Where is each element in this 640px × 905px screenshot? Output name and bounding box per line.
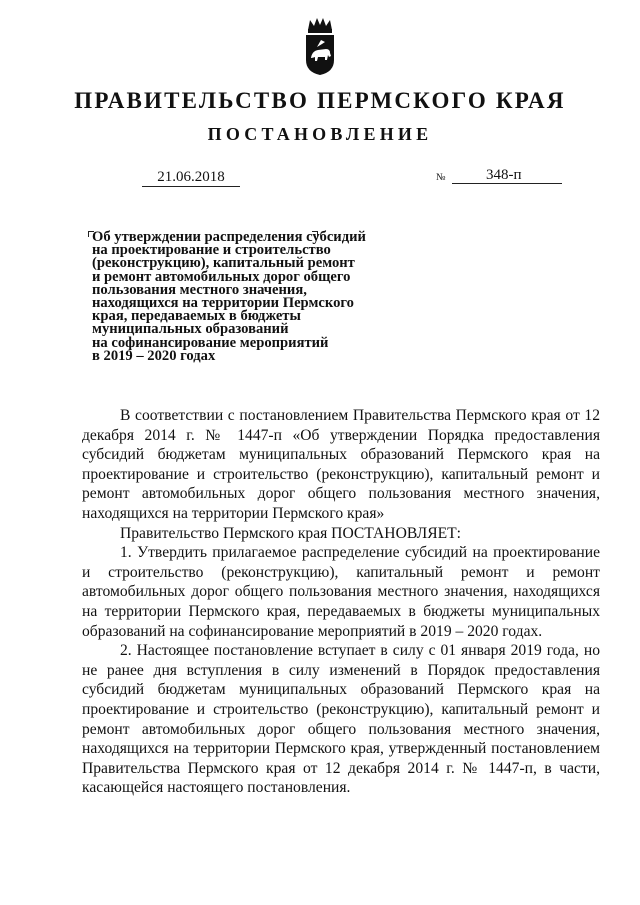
subject-line: на проектирование и строительство xyxy=(92,242,331,259)
document-date: 21.06.2018 xyxy=(142,168,240,187)
body-paragraph: 2. Настоящее постановление вступает в силу с 01 января 2019 года, но не ранее дня вступления в силу изменений в Порядок предоставления субсидий бюджетам муниципальных образований Пермского края на проектирование и строительство (реконструкцию), капитальный ремонт и ремонт автомобильных дорог общего пользования местного значения, находящихся на территории Пермского края, утвержденный постановлением Правительства Пермского края от 12 декабря 2014 г. № 1447-п, в части, касающейся настоящего постановления. xyxy=(82,642,600,797)
subject-line: пользования местного значения, xyxy=(92,281,307,298)
document-subject xyxy=(92,231,392,363)
body-paragraph: В соответствии с постановлением Правительства Пермского края от 12 декабря 2014 г. № 1447-п «Об утверждении Порядка предоставления субсидий бюджетам муниципальных образований Пермского края на проектирование и строительство (реконструкцию), капитальный ремонт и ремонт автомобильных дорог общего пользования местного значения, находящихся на территории Пермского края» xyxy=(82,407,600,522)
body-paragraph: Правительство Пермского края ПОСТАНОВЛЯЕТ: xyxy=(120,524,461,542)
body-paragraph: 1. Утвердить прилагаемое распределение субсидий на проектирование и строительство (реконструкцию), капитальный ремонт и ремонт автомобильных дорог общего пользования местного значения, находящихся на территории Пермского края, передаваемых в бюджеты муниципальных образований на софинансирование мероприятий в 2019 – 2020 годах. xyxy=(82,544,600,640)
subject-line: в 2019 – 2020 годах xyxy=(92,347,216,364)
document-number: 348-п xyxy=(452,166,562,184)
subject-line: на софинансирование мероприятий xyxy=(92,334,329,351)
subject-line: муниципальных образований xyxy=(92,321,289,338)
government-name: ПРАВИТЕЛЬСТВО ПЕРМСКОГО КРАЯ xyxy=(74,88,566,113)
document-body xyxy=(82,406,600,798)
perm-krai-coat-of-arms-icon xyxy=(302,16,338,76)
number-sign: № xyxy=(436,172,446,183)
subject-line: находящихся на территории Пермского xyxy=(92,295,354,312)
subject-line: (реконструкцию), капитальный ремонт xyxy=(92,255,355,272)
document-type: ПОСТАНОВЛЕНИЕ xyxy=(207,124,433,144)
subject-line: и ремонт автомобильных дорог общего xyxy=(92,268,351,285)
subject-line: края, передаваемых в бюджеты xyxy=(92,308,301,325)
subject-line: Об утверждении распределения субсидий xyxy=(92,229,366,245)
